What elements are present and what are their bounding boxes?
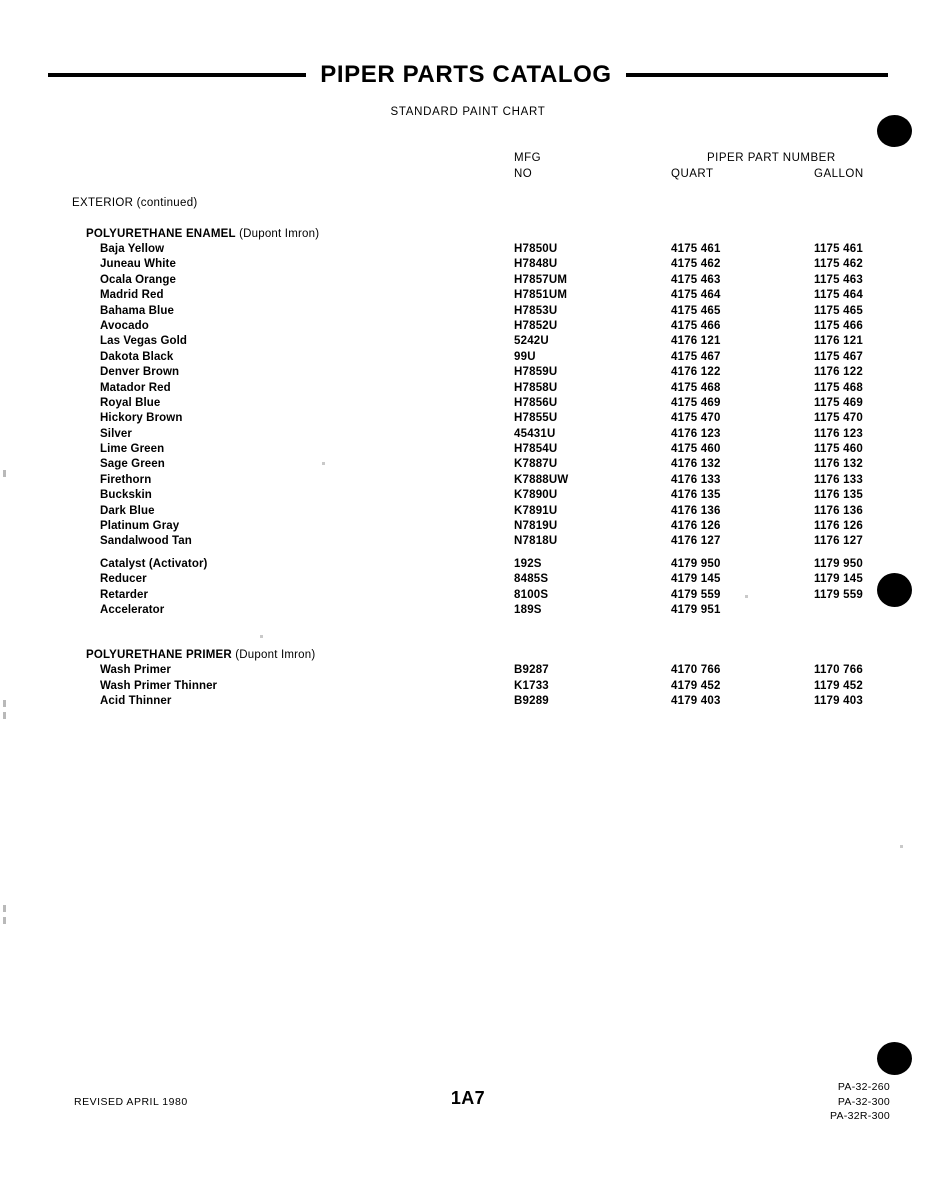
section-label-exterior: EXTERIOR (continued) xyxy=(72,197,198,209)
row-quart-number: 4175 462 xyxy=(671,258,721,271)
row-mfg-number: 189S xyxy=(514,603,542,616)
row-gallon-number: 1170 766 xyxy=(814,664,863,677)
row-gallon-number: 1179 559 xyxy=(814,588,863,601)
paint-chart-listing xyxy=(0,196,936,710)
row-product-name: Retarder xyxy=(100,588,149,601)
column-header-gallon: GALLON xyxy=(814,168,864,180)
row-gallon-number: 1179 452 xyxy=(814,679,863,692)
row-mfg-number: H7858U xyxy=(514,381,558,394)
row-quart-number: 4175 463 xyxy=(671,273,721,286)
row-mfg-number: B9287 xyxy=(514,664,549,677)
row-product-name: Firethorn xyxy=(100,473,152,486)
scan-edge-artifact xyxy=(3,700,6,707)
scan-speck-artifact xyxy=(322,462,325,465)
row-product-name: Sage Green xyxy=(100,458,165,471)
row-mfg-number: 5242U xyxy=(514,335,549,348)
row-gallon-number: 1175 470 xyxy=(814,412,863,425)
page-number: 1A7 xyxy=(450,1088,486,1108)
revision-date: REVISED APRIL 1980 xyxy=(74,1096,188,1108)
row-product-name: Royal Blue xyxy=(100,396,161,409)
row-mfg-number: N7819U xyxy=(514,520,558,533)
group-heading-primer-paren: (Dupont Imron) xyxy=(231,649,316,662)
model-number: PA-32-300 xyxy=(837,1095,890,1108)
row-gallon-number: 1176 127 xyxy=(814,535,863,548)
row-mfg-number: H7859U xyxy=(514,366,558,379)
row-mfg-number: 99U xyxy=(514,350,536,363)
row-product-name: Denver Brown xyxy=(100,366,180,379)
enamel-additive-rows xyxy=(0,557,936,619)
table-row xyxy=(0,504,936,519)
column-header-piper-part-number: PIPER PART NUMBER xyxy=(707,152,836,164)
row-mfg-number: H7850U xyxy=(514,243,558,255)
scan-speck-artifact xyxy=(745,595,748,598)
table-row xyxy=(0,365,936,380)
row-product-name: Avocado xyxy=(100,319,149,332)
table-row xyxy=(0,273,936,288)
row-product-name: Dakota Black xyxy=(100,350,174,363)
scan-edge-artifact xyxy=(3,712,6,719)
row-product-name: Madrid Red xyxy=(100,289,164,302)
row-product-name: Sandalwood Tan xyxy=(100,535,192,548)
model-list xyxy=(830,1080,890,1124)
row-product-name: Lime Green xyxy=(100,443,165,456)
group-heading-polyurethane-enamel xyxy=(86,227,936,242)
row-product-name: Baja Yellow xyxy=(100,243,165,255)
model-number: PA-32R-300 xyxy=(829,1110,890,1122)
row-quart-number: 4175 466 xyxy=(671,319,721,332)
row-gallon-number: 1175 465 xyxy=(814,304,863,317)
row-quart-number: 4179 950 xyxy=(671,557,721,570)
spacer xyxy=(0,618,936,648)
catalog-header xyxy=(0,58,936,92)
column-header-mfg-line1: MFG xyxy=(514,152,542,164)
table-row xyxy=(0,242,936,257)
row-quart-number: 4176 126 xyxy=(671,520,721,533)
row-quart-number: 4176 132 xyxy=(671,458,721,471)
row-product-name: Matador Red xyxy=(100,381,171,394)
page-footer xyxy=(0,1081,936,1148)
row-mfg-number: H7853U xyxy=(514,304,558,317)
table-row xyxy=(0,427,936,442)
table-row xyxy=(0,381,936,396)
hole-punch-mark-icon xyxy=(877,115,912,147)
row-gallon-number: 1176 126 xyxy=(814,520,863,533)
row-mfg-number: K7888UW xyxy=(514,473,569,486)
model-number: PA-32-260 xyxy=(837,1081,890,1093)
row-product-name: Juneau White xyxy=(100,258,176,271)
table-row xyxy=(0,319,936,334)
row-gallon-number: 1175 462 xyxy=(814,258,863,271)
table-row xyxy=(0,334,936,349)
row-quart-number: 4175 460 xyxy=(671,443,721,456)
table-row xyxy=(0,411,936,426)
row-quart-number: 4175 461 xyxy=(671,243,721,255)
table-row xyxy=(0,519,936,534)
row-mfg-number: H7856U xyxy=(514,396,558,409)
row-mfg-number: H7852U xyxy=(514,319,558,332)
row-gallon-number: 1175 461 xyxy=(814,243,863,255)
row-gallon-number: 1175 460 xyxy=(814,443,863,456)
row-quart-number: 4170 766 xyxy=(671,664,721,677)
primer-rows xyxy=(0,663,936,709)
row-product-name: Ocala Orange xyxy=(100,273,176,286)
row-gallon-number: 1176 135 xyxy=(814,489,863,502)
row-product-name: Las Vegas Gold xyxy=(100,335,188,348)
row-product-name: Dark Blue xyxy=(100,504,155,517)
row-quart-number: 4176 133 xyxy=(671,473,721,486)
row-product-name: Accelerator xyxy=(100,603,165,616)
row-mfg-number: 8100S xyxy=(514,588,549,601)
table-row xyxy=(0,473,936,488)
table-row xyxy=(0,257,936,272)
hole-punch-mark-icon xyxy=(877,1042,912,1075)
row-gallon-number: 1176 123 xyxy=(814,427,863,440)
row-quart-number: 4176 122 xyxy=(671,366,721,379)
table-row xyxy=(0,663,936,678)
table-row xyxy=(0,557,936,572)
row-quart-number: 4175 465 xyxy=(671,304,721,317)
row-quart-number: 4179 145 xyxy=(671,573,721,586)
group-heading-enamel-paren: (Dupont Imron) xyxy=(235,228,320,240)
row-gallon-number: 1176 133 xyxy=(814,473,863,486)
group-heading-polyurethane-primer xyxy=(86,648,936,663)
table-row xyxy=(0,304,936,319)
row-mfg-number: 192S xyxy=(514,557,542,570)
row-quart-number: 4179 951 xyxy=(671,603,721,616)
row-gallon-number: 1175 467 xyxy=(814,350,863,363)
column-header-mfg-line2: NO xyxy=(514,168,533,180)
row-gallon-number: 1176 121 xyxy=(814,335,863,348)
row-mfg-number: B9289 xyxy=(514,695,549,708)
row-mfg-number: K7887U xyxy=(514,458,558,471)
row-quart-number: 4176 121 xyxy=(671,335,721,348)
row-quart-number: 4176 135 xyxy=(671,489,721,502)
row-quart-number: 4179 452 xyxy=(671,679,721,692)
spacer xyxy=(0,550,936,557)
table-row xyxy=(0,396,936,411)
row-gallon-number: 1175 466 xyxy=(814,319,863,332)
row-gallon-number: 1176 122 xyxy=(814,366,863,379)
row-gallon-number: 1179 403 xyxy=(814,695,863,708)
row-quart-number: 4175 470 xyxy=(671,412,721,425)
table-row xyxy=(0,350,936,365)
row-mfg-number: K1733 xyxy=(514,679,549,692)
row-product-name: Wash Primer xyxy=(100,664,171,677)
table-row xyxy=(0,442,936,457)
column-headers xyxy=(0,150,936,190)
row-quart-number: 4179 403 xyxy=(671,695,721,708)
row-mfg-number: K7890U xyxy=(514,489,558,502)
row-product-name: Buckskin xyxy=(100,489,152,502)
group-heading-enamel-main: POLYURETHANE ENAMEL xyxy=(86,228,236,240)
table-row xyxy=(0,603,936,618)
row-product-name: Silver xyxy=(100,427,132,440)
row-gallon-number: 1175 464 xyxy=(814,289,863,302)
column-header-mfg xyxy=(514,150,541,182)
header-rule-left xyxy=(48,73,306,77)
row-mfg-number: H7857UM xyxy=(514,273,568,286)
scan-speck-artifact xyxy=(900,845,903,848)
row-mfg-number: 8485S xyxy=(514,573,549,586)
row-mfg-number: H7855U xyxy=(514,412,558,425)
row-quart-number: 4175 467 xyxy=(671,350,721,363)
scan-edge-artifact xyxy=(3,917,6,924)
row-quart-number: 4175 469 xyxy=(671,396,721,409)
row-product-name: Reducer xyxy=(100,573,147,586)
row-mfg-number: H7848U xyxy=(514,258,558,271)
table-row xyxy=(0,488,936,503)
row-quart-number: 4176 127 xyxy=(671,535,721,548)
table-row xyxy=(0,457,936,472)
table-row xyxy=(0,572,936,587)
scan-speck-artifact xyxy=(260,635,263,638)
row-mfg-number: K7891U xyxy=(514,504,558,517)
hole-punch-mark-icon xyxy=(877,573,912,607)
row-gallon-number: 1175 468 xyxy=(814,381,863,394)
row-product-name: Platinum Gray xyxy=(100,520,180,533)
row-quart-number: 4176 136 xyxy=(671,504,721,517)
row-gallon-number: 1176 136 xyxy=(814,504,863,517)
row-product-name: Hickory Brown xyxy=(100,412,183,425)
row-gallon-number: 1175 463 xyxy=(814,273,863,286)
row-gallon-number: 1176 132 xyxy=(814,458,863,471)
spacer xyxy=(0,211,936,227)
page-subtitle: STANDARD PAINT CHART xyxy=(390,106,546,118)
row-gallon-number: 1179 145 xyxy=(814,573,863,586)
header-rule-right xyxy=(626,73,888,77)
row-quart-number: 4175 468 xyxy=(671,381,721,394)
table-row xyxy=(0,679,936,694)
row-product-name: Bahama Blue xyxy=(100,304,174,317)
row-mfg-number: 45431U xyxy=(514,427,556,440)
group-heading-primer-main: POLYURETHANE PRIMER xyxy=(86,649,232,662)
row-mfg-number: H7854U xyxy=(514,443,558,456)
row-product-name: Acid Thinner xyxy=(100,695,172,708)
row-mfg-number: N7818U xyxy=(514,535,558,548)
table-row xyxy=(0,534,936,549)
row-quart-number: 4176 123 xyxy=(671,427,721,440)
enamel-color-rows xyxy=(0,242,936,550)
row-product-name: Catalyst (Activator) xyxy=(100,557,208,570)
row-product-name: Wash Primer Thinner xyxy=(100,679,218,692)
scan-edge-artifact xyxy=(3,470,6,477)
scan-edge-artifact xyxy=(3,905,6,912)
table-row xyxy=(0,694,936,709)
row-quart-number: 4179 559 xyxy=(671,588,721,601)
row-gallon-number: 1175 469 xyxy=(814,396,863,409)
table-row xyxy=(0,288,936,303)
row-gallon-number: 1179 950 xyxy=(814,557,863,570)
row-quart-number: 4175 464 xyxy=(671,289,721,302)
column-header-quart: QUART xyxy=(671,168,714,180)
page-title: PIPER PARTS CATALOG xyxy=(320,61,612,88)
table-row xyxy=(0,588,936,603)
row-mfg-number: H7851UM xyxy=(514,289,568,302)
